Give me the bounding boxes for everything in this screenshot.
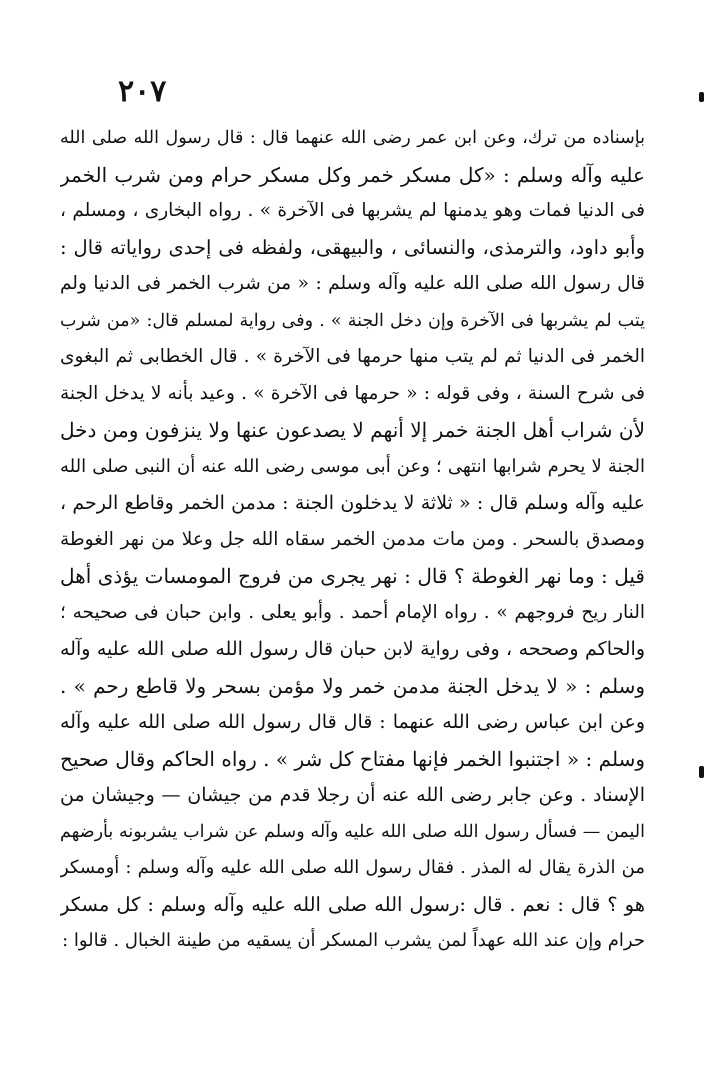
text-line: بإسناده من ترك، وعن ابن عمر رضى الله عنهما قال : قال رسول الله صلى الله	[60, 128, 645, 148]
text-line: وأبو داود، والترمذى، والنسائى ، والبيهقى، ولفظه فى إحدى رواياته قال :	[60, 235, 645, 259]
text-line: قال رسول الله صلى الله عليه وآله وسلم : « من شرب الخمر فى الدنيا ولم	[60, 273, 645, 294]
text-line: فى شرح السنة ، وفى قوله : « حرمها فى الآخرة » . وعيد بأنه لا يدخل الجنة	[60, 382, 645, 404]
text-line: قيل : وما نهر الغوطة ؟ قال : نهر يجرى من فروج المومسات يؤذى أهل	[60, 564, 645, 588]
text-line: عليه وآله وسلم قال : « ثلاثة لا يدخلون الجنة : مدمن الخمر وقاطع الرحم ،	[60, 492, 645, 514]
text-line: وسلم : « اجتنبوا الخمر فإنها مفتاح كل شر » . رواه الحاكم وقال صحيح	[60, 746, 645, 771]
text-line: النار ريح فروجهم » . رواه الإمام أحمد . وأبو يعلى . وابن حبان فى صحيحه ؛	[60, 601, 645, 623]
text-line: والحاكم وصححه ، وفى رواية لابن حبان قال رسول الله صلى الله عليه وآله	[60, 638, 645, 660]
body-text	[60, 120, 645, 960]
text-line: حرام وإن عند الله عهداً لمن يشرب المسكر أن يسقيه من طينة الخبال . قالوا :	[62, 930, 645, 951]
text-line: يتب لم يشربها فى الآخرة وإن دخل الجنة » . وفى رواية لمسلم قال: «من شرب	[60, 310, 645, 331]
scan-edge-mark	[699, 766, 704, 778]
scan-edge-mark	[699, 92, 704, 102]
text-line: ومصدق بالسحر . ومن مات مدمن الخمر سقاه الله جل وعلا من نهر الغوطة	[60, 528, 645, 550]
text-line: وعن ابن عباس رضى الله عنهما : قال قال رسول الله صلى الله عليه وآله	[60, 711, 645, 733]
text-line: عليه وآله وسلم : «كل مسكر خمر وكل مسكر حرام ومن شرب الخمر	[60, 162, 645, 187]
page-number: ٢٠٧	[118, 74, 167, 109]
text-line: الخمر فى الدنيا ثم لم يتب منها حرمها فى الآخرة » . قال الخطابى ثم البغوى	[60, 346, 645, 367]
text-line: هو ؟ قال : نعم . قال :رسول الله صلى الله عليه وآله وسلم : كل مسكر	[60, 892, 645, 916]
text-line: من الذرة يقال له المذر . فقال رسول الله صلى الله عليه وآله وسلم : أومسكر	[60, 857, 645, 878]
text-line: لأن شراب أهل الجنة خمر إلا أنهم لا يصدعون عنها ولا ينزفون ومن دخل	[60, 418, 645, 442]
text-line: فى الدنيا فمات وهو يدمنها لم يشربها فى الآخرة » . رواه البخارى ، ومسلم ،	[60, 200, 645, 221]
text-line: وسلم : « لا يدخل الجنة مدمن خمر ولا مؤمن بسحر ولا قاطع رحم » .	[60, 673, 645, 698]
text-line: الإسناد . وعن جابر رضى الله عنه أن رجلا قدم من جيشان — وجيشان من	[60, 784, 645, 806]
text-line: اليمن — فسأل رسول الله صلى الله عليه وآله وسلم عن شراب يشربونه بأرضهم	[60, 821, 645, 842]
text-line: الجنة لا يحرم شرابها انتهى ؛ وعن أبى موسى رضى الله عنه أن النبى صلى الله	[60, 455, 645, 477]
